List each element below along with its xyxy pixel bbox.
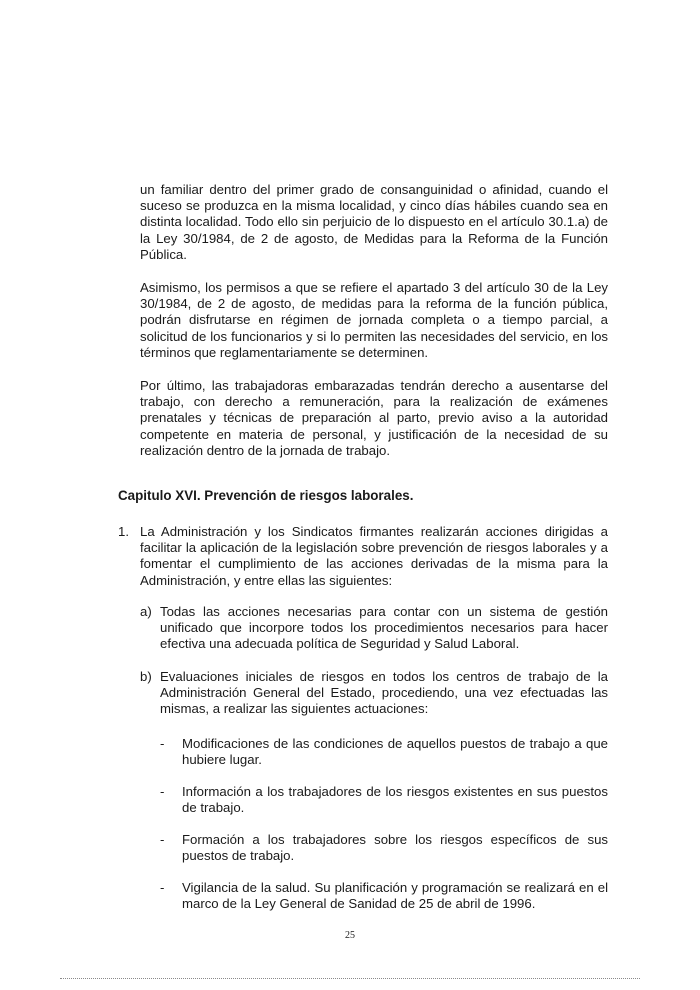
bullet-dash: - — [160, 880, 165, 895]
intro-paragraph-2: Asimismo, los permisos a que se refiere el apartado 3 del artículo 30 de la Ley 30/1984, de 2 de agosto, de medidas para la reforma de la función pública, podrán disfrutarse en régimen de jornada completa o a tiempo parcial, a solicitud de los funcionarios y si lo permiten las necesidades del servicio, en los términos que reglamentariamente se determinen. — [140, 280, 608, 360]
sub-item-b-label: b) — [140, 669, 152, 684]
bullet-item-2: Información a los trabajadores de los riesgos existentes en sus puestos de trabajo. — [182, 784, 608, 816]
item-number: 1. — [118, 524, 129, 539]
item-1-text: La Administración y los Sindicatos firmantes realizarán acciones dirigidas a facilitar la aplicación de la legislación sobre prevención de riesgos laborales y a fomentar el cumplimiento de las acciones derivadas de la misma para la Administración, y entre ellas las siguientes: — [140, 524, 608, 588]
bullet-dash: - — [160, 784, 165, 799]
chapter-heading: Capitulo XVI. Prevención de riesgos laborales. — [118, 488, 414, 503]
bullet-dash: - — [160, 832, 165, 847]
sub-item-b-text: Evaluaciones iniciales de riesgos en todos los centros de trabajo de la Administración General del Estado, procediendo, una vez efectuadas las mismas, a realizar las siguientes actuaciones: — [160, 669, 608, 717]
page-number: 25 — [345, 930, 355, 941]
sub-item-a-text: Todas las acciones necesarias para contar con un sistema de gestión unificado que incorpore todos los procedimientos necesarios para hacer efectiva una adecuada política de Seguridad y Salud Laboral. — [160, 604, 608, 652]
bullet-item-3: Formación a los trabajadores sobre los riesgos específicos de sus puestos de trabajo. — [182, 832, 608, 864]
sub-item-a-label: a) — [140, 604, 152, 619]
bullet-item-1: Modificaciones de las condiciones de aquellos puestos de trabajo a que hubiere lugar. — [182, 736, 608, 768]
bullet-dash: - — [160, 736, 165, 751]
intro-paragraph-3: Por último, las trabajadoras embarazadas tendrán derecho a ausentarse del trabajo, con derecho a remuneración, para la realización de exámenes prenatales y técnicas de preparación al parto, previo aviso a la autoridad competente en materia de personal, y justificación de la necesidad de su realización dentro de la jornada de trabajo. — [140, 378, 608, 458]
intro-paragraph-1: un familiar dentro del primer grado de consanguinidad o afinidad, cuando el suceso se produzca en la misma localidad, y cinco días hábiles cuando sea en distinta localidad. Todo ello sin perjuicio de lo dispuesto en el artículo 30.1.a) de la Ley 30/1984, de 2 de agosto, de Medidas para la Reforma de la Función Pública. — [140, 182, 608, 262]
scan-artifact-line — [60, 978, 640, 979]
bullet-item-4: Vigilancia de la salud. Su planificación y programación se realizará en el marco de la Ley General de Sanidad de 25 de abril de 1996. — [182, 880, 608, 912]
